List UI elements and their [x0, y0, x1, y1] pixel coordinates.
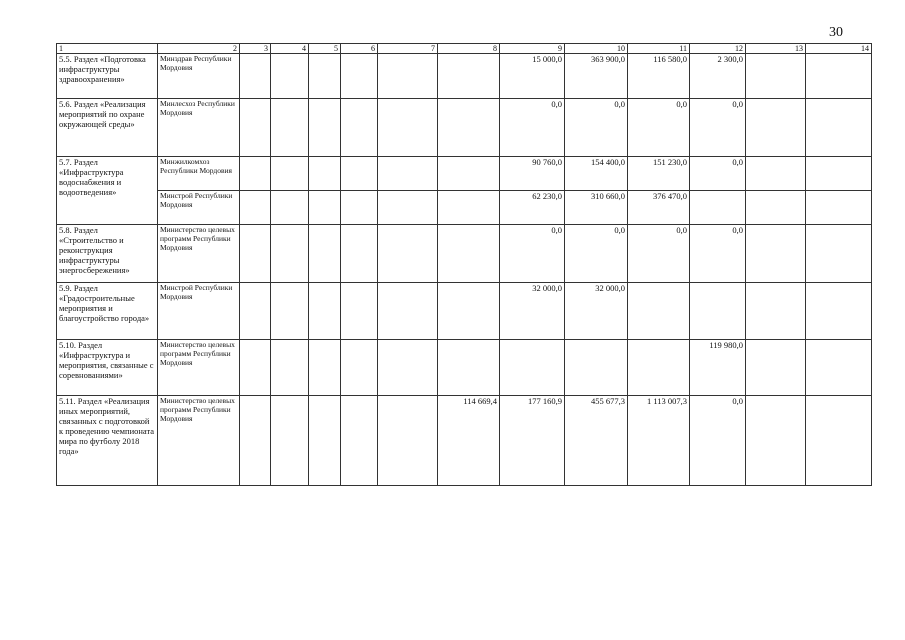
value-cell-col-14	[806, 54, 872, 99]
header-cell-14: 14	[806, 44, 872, 54]
value-cell-col-13	[746, 396, 806, 486]
value-cell-col-8	[438, 54, 500, 99]
value-cell-col-8	[438, 99, 500, 157]
value-cell-col-14	[806, 283, 872, 340]
value-cell-col-11: 0,0	[628, 99, 690, 157]
section-title: 5.7. Раздел «Инфраструктура водоснабжения и водоотведения»	[57, 157, 158, 225]
value-cell-col-13	[746, 225, 806, 283]
value-cell-col-4	[271, 225, 309, 283]
header-row	[57, 44, 872, 54]
value-cell-col-6	[341, 396, 378, 486]
budget-table	[56, 43, 872, 486]
value-cell-col-6	[341, 99, 378, 157]
value-cell-col-9: 32 000,0	[500, 283, 565, 340]
section-title: 5.11. Раздел «Реализация иных мероприятий, связанных с подготовкой к проведению чемпионата мира по футболу 2018 года»	[57, 396, 158, 486]
value-cell-col-6	[341, 225, 378, 283]
value-cell-col-14	[806, 157, 872, 191]
value-cell-col-13	[746, 54, 806, 99]
value-cell-col-4	[271, 340, 309, 396]
value-cell-col-6	[341, 54, 378, 99]
table-row	[57, 225, 872, 283]
value-cell-col-8	[438, 157, 500, 191]
value-cell-col-5	[309, 283, 341, 340]
header-cell-8: 8	[438, 44, 500, 54]
value-cell-col-12	[690, 283, 746, 340]
table-row	[57, 340, 872, 396]
value-cell-col-10: 32 000,0	[565, 283, 628, 340]
value-cell-col-7	[378, 99, 438, 157]
table-row	[57, 157, 872, 191]
header-cell-9: 9	[500, 44, 565, 54]
page-number: 30	[829, 25, 843, 40]
value-cell-col-14	[806, 225, 872, 283]
header-cell-6: 6	[341, 44, 378, 54]
value-cell-col-11: 0,0	[628, 225, 690, 283]
value-cell-col-7	[378, 225, 438, 283]
header-cell-4: 4	[271, 44, 309, 54]
value-cell-col-12	[690, 191, 746, 225]
responsible-org: Министерство целевых программ Республики Мордовия	[158, 340, 240, 396]
value-cell-col-5	[309, 157, 341, 191]
value-cell-col-7	[378, 396, 438, 486]
value-cell-col-12: 119 980,0	[690, 340, 746, 396]
value-cell-col-11	[628, 283, 690, 340]
value-cell-col-11: 1 113 007,3	[628, 396, 690, 486]
value-cell-col-11: 151 230,0	[628, 157, 690, 191]
table-row	[57, 99, 872, 157]
value-cell-col-9: 0,0	[500, 225, 565, 283]
value-cell-col-7	[378, 157, 438, 191]
responsible-org: Минлесхоз Республики Мордовия	[158, 99, 240, 157]
value-cell-col-7	[378, 340, 438, 396]
header-cell-5: 5	[309, 44, 341, 54]
header-cell-10: 10	[565, 44, 628, 54]
value-cell-col-9	[500, 340, 565, 396]
section-title: 5.5. Раздел «Подготовка инфраструктуры здравоохранения»	[57, 54, 158, 99]
value-cell-col-10: 363 900,0	[565, 54, 628, 99]
value-cell-col-14	[806, 99, 872, 157]
value-cell-col-5	[309, 396, 341, 486]
value-cell-col-3	[240, 283, 271, 340]
value-cell-col-9: 62 230,0	[500, 191, 565, 225]
value-cell-col-3	[240, 99, 271, 157]
value-cell-col-4	[271, 396, 309, 486]
value-cell-col-5	[309, 191, 341, 225]
value-cell-col-11: 376 470,0	[628, 191, 690, 225]
value-cell-col-9: 0,0	[500, 99, 565, 157]
value-cell-col-4	[271, 191, 309, 225]
value-cell-col-5	[309, 340, 341, 396]
value-cell-col-12: 0,0	[690, 99, 746, 157]
section-title: 5.10. Раздел «Инфраструктура и мероприятия, связанные с соревнованиями»	[57, 340, 158, 396]
value-cell-col-4	[271, 157, 309, 191]
header-cell-3: 3	[240, 44, 271, 54]
value-cell-col-3	[240, 191, 271, 225]
responsible-org: Министерство целевых программ Республики Мордовия	[158, 396, 240, 486]
value-cell-col-6	[341, 157, 378, 191]
value-cell-col-10: 0,0	[565, 99, 628, 157]
value-cell-col-10: 0,0	[565, 225, 628, 283]
header-cell-2: 2	[158, 44, 240, 54]
value-cell-col-12: 0,0	[690, 225, 746, 283]
value-cell-col-10: 455 677,3	[565, 396, 628, 486]
value-cell-col-7	[378, 191, 438, 225]
value-cell-col-14	[806, 340, 872, 396]
responsible-org: Минжилкомхоз Республики Мордовия	[158, 157, 240, 191]
value-cell-col-13	[746, 340, 806, 396]
value-cell-col-8	[438, 340, 500, 396]
value-cell-col-4	[271, 54, 309, 99]
header-cell-7: 7	[378, 44, 438, 54]
value-cell-col-11	[628, 340, 690, 396]
value-cell-col-6	[341, 191, 378, 225]
value-cell-col-8	[438, 225, 500, 283]
value-cell-col-7	[378, 54, 438, 99]
value-cell-col-5	[309, 99, 341, 157]
value-cell-col-8	[438, 283, 500, 340]
value-cell-col-12: 2 300,0	[690, 54, 746, 99]
value-cell-col-3	[240, 396, 271, 486]
value-cell-col-12: 0,0	[690, 396, 746, 486]
value-cell-col-6	[341, 340, 378, 396]
value-cell-col-13	[746, 283, 806, 340]
section-title: 5.9. Раздел «Градостроительные мероприятия и благоустройство города»	[57, 283, 158, 340]
value-cell-col-13	[746, 99, 806, 157]
value-cell-col-6	[341, 283, 378, 340]
value-cell-col-10: 154 400,0	[565, 157, 628, 191]
value-cell-col-13	[746, 157, 806, 191]
value-cell-col-10	[565, 340, 628, 396]
value-cell-col-12: 0,0	[690, 157, 746, 191]
header-cell-11: 11	[628, 44, 690, 54]
responsible-org: Минстрой Республики Мордовия	[158, 191, 240, 225]
table-row	[57, 283, 872, 340]
value-cell-col-3	[240, 340, 271, 396]
value-cell-col-5	[309, 54, 341, 99]
responsible-org: Минздрав Республики Мордовия	[158, 54, 240, 99]
value-cell-col-9: 177 160,9	[500, 396, 565, 486]
table-body	[57, 44, 872, 486]
value-cell-col-10: 310 660,0	[565, 191, 628, 225]
header-cell-12: 12	[690, 44, 746, 54]
value-cell-col-9: 90 760,0	[500, 157, 565, 191]
responsible-org: Минстрой Республики Мордовия	[158, 283, 240, 340]
value-cell-col-13	[746, 191, 806, 225]
value-cell-col-14	[806, 396, 872, 486]
value-cell-col-4	[271, 283, 309, 340]
value-cell-col-8: 114 669,4	[438, 396, 500, 486]
responsible-org: Министерство целевых программ Республики Мордовия	[158, 225, 240, 283]
table-row	[57, 396, 872, 486]
value-cell-col-14	[806, 191, 872, 225]
value-cell-col-5	[309, 225, 341, 283]
value-cell-col-11: 116 580,0	[628, 54, 690, 99]
value-cell-col-8	[438, 191, 500, 225]
value-cell-col-3	[240, 225, 271, 283]
value-cell-col-7	[378, 283, 438, 340]
header-cell-1: 1	[57, 44, 158, 54]
table-row	[57, 54, 872, 99]
section-title: 5.8. Раздел «Строительство и реконструкция инфраструктуры энергосбережения»	[57, 225, 158, 283]
value-cell-col-3	[240, 157, 271, 191]
section-title: 5.6. Раздел «Реализация мероприятий по охране окружающей среды»	[57, 99, 158, 157]
header-cell-13: 13	[746, 44, 806, 54]
value-cell-col-9: 15 000,0	[500, 54, 565, 99]
table-row	[57, 191, 872, 225]
value-cell-col-3	[240, 54, 271, 99]
value-cell-col-4	[271, 99, 309, 157]
